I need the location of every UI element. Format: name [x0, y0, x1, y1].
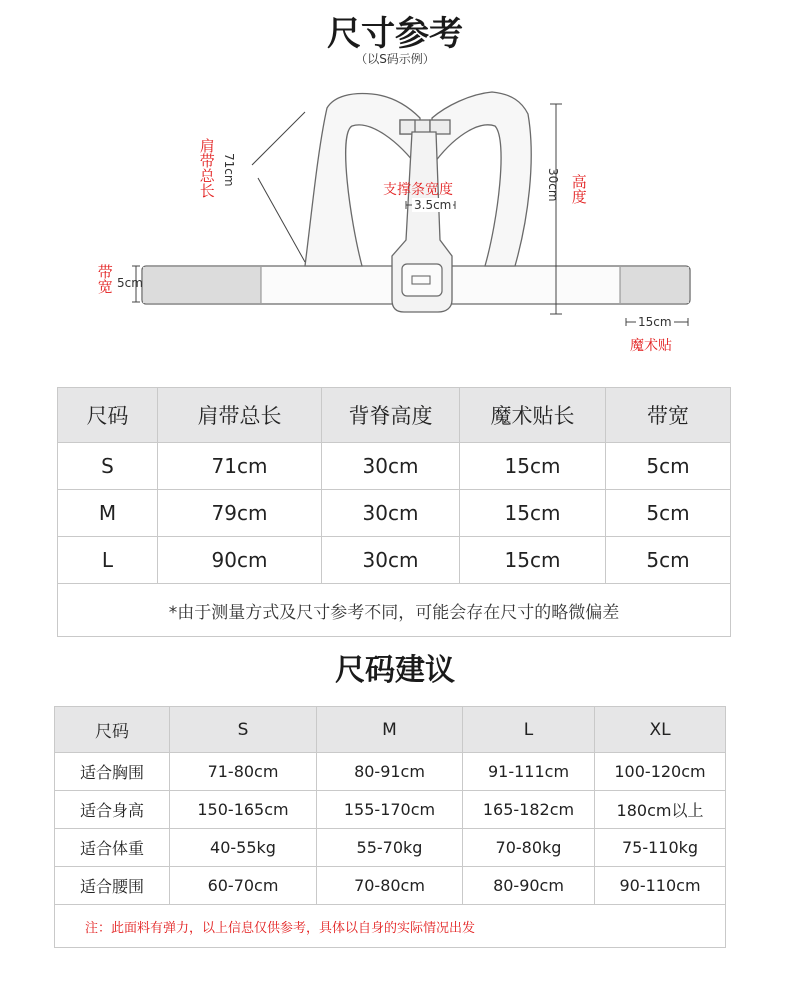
advice-header-l: L: [463, 707, 595, 753]
advice-note: 注：此面料有弹力，以上信息仅供参考，具体以自身的实际情况出发: [55, 905, 726, 948]
advice-cell: 80-90cm: [463, 867, 595, 905]
support-bar: [392, 132, 452, 312]
advice-cell: 适合身高: [55, 791, 170, 829]
table-row: [58, 537, 731, 584]
spec-header-band-width: 带宽: [606, 388, 731, 443]
height-label: 高度: [569, 174, 588, 204]
advice-cell: 55-70kg: [317, 829, 463, 867]
table-row: [55, 829, 726, 867]
spec-header-back-height: 背脊高度: [322, 388, 460, 443]
size-advice-table: [54, 706, 726, 948]
spec-cell: 5cm: [606, 537, 731, 584]
shoulder-strap-length-label: 肩带总长: [197, 138, 216, 198]
shoulder-strap-bottom-line: [258, 178, 305, 262]
advice-table-header-row: [55, 707, 726, 753]
spec-cell: S: [58, 443, 158, 490]
table-row: [58, 490, 731, 537]
size-reference-subtitle: （以S码示例）: [355, 52, 435, 66]
velcro-label: 魔术贴: [630, 338, 672, 354]
spec-header-velcro-length: 魔术贴长: [460, 388, 606, 443]
shoulder-strap-top-line: [252, 112, 305, 165]
velcro-length-value: 15cm: [638, 315, 672, 329]
spec-cell: 15cm: [460, 537, 606, 584]
spec-cell: 30cm: [322, 490, 460, 537]
advice-cell: 60-70cm: [170, 867, 317, 905]
spec-cell: 79cm: [158, 490, 322, 537]
band-width-value: 5cm: [117, 276, 143, 290]
spec-cell: M: [58, 490, 158, 537]
advice-cell: 100-120cm: [595, 753, 726, 791]
advice-cell: 165-182cm: [463, 791, 595, 829]
advice-header-xl: XL: [595, 707, 726, 753]
spec-header-strap-length: 肩带总长: [158, 388, 322, 443]
support-bar-width-label: 支撑条宽度: [383, 182, 453, 198]
spec-header-size: 尺码: [58, 388, 158, 443]
spec-cell: 15cm: [460, 490, 606, 537]
spec-cell: L: [58, 537, 158, 584]
spec-cell: 30cm: [322, 537, 460, 584]
advice-cell: 40-55kg: [170, 829, 317, 867]
advice-cell: 80-91cm: [317, 753, 463, 791]
size-reference-title: 尺寸参考: [327, 14, 463, 54]
band-width-label: 带宽: [95, 264, 114, 294]
advice-cell: 90-110cm: [595, 867, 726, 905]
table-row: [58, 443, 731, 490]
shoulder-strap-length-value: 71cm: [222, 153, 236, 187]
height-value: 30cm: [546, 168, 560, 202]
size-spec-table: [57, 387, 731, 637]
spec-cell: 90cm: [158, 537, 322, 584]
advice-header-s: S: [170, 707, 317, 753]
spec-cell: 15cm: [460, 443, 606, 490]
advice-cell: 180cm以上: [595, 791, 726, 829]
spec-note-row: [58, 584, 731, 637]
advice-cell: 适合胸围: [55, 753, 170, 791]
spec-note: *由于测量方式及尺寸参考不同，可能会存在尺寸的略微偏差: [58, 584, 731, 637]
advice-cell: 71-80cm: [170, 753, 317, 791]
advice-cell: 150-165cm: [170, 791, 317, 829]
spec-cell: 30cm: [322, 443, 460, 490]
advice-cell: 75-110kg: [595, 829, 726, 867]
table-row: [55, 791, 726, 829]
table-row: [55, 753, 726, 791]
advice-cell: 适合腰围: [55, 867, 170, 905]
table-row: [55, 867, 726, 905]
spec-cell: 5cm: [606, 490, 731, 537]
advice-cell: 适合体重: [55, 829, 170, 867]
advice-cell: 70-80kg: [463, 829, 595, 867]
support-bar-width-value: 3.5cm: [414, 198, 452, 212]
advice-header-size: 尺码: [55, 707, 170, 753]
size-advice-title: 尺码建议: [335, 653, 455, 688]
advice-cell: 155-170cm: [317, 791, 463, 829]
advice-header-m: M: [317, 707, 463, 753]
advice-cell: 91-111cm: [463, 753, 595, 791]
spec-table-header-row: [58, 388, 731, 443]
spec-cell: 5cm: [606, 443, 731, 490]
spec-cell: 71cm: [158, 443, 322, 490]
advice-cell: 70-80cm: [317, 867, 463, 905]
advice-note-row: [55, 905, 726, 948]
